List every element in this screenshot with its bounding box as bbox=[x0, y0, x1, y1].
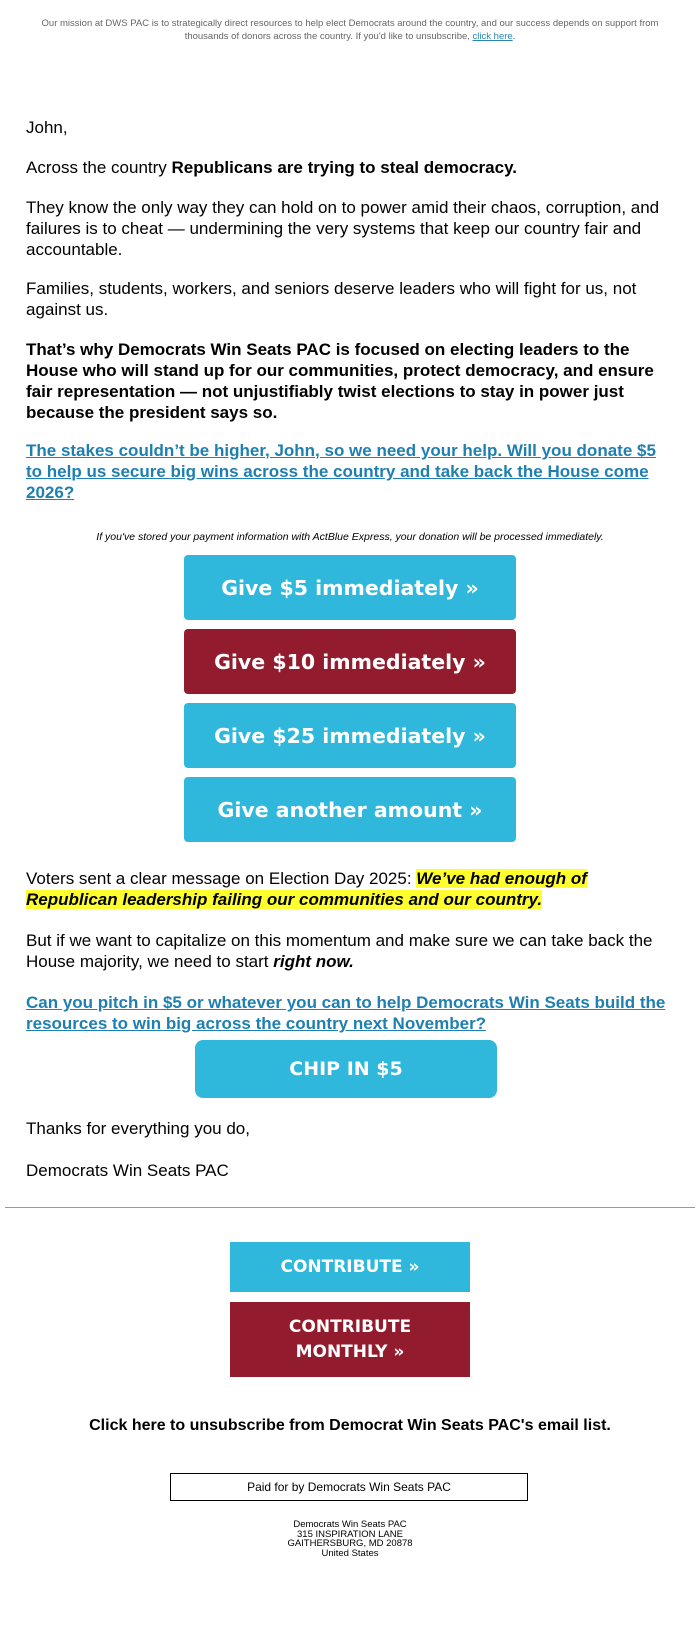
paragraph-3: Families, students, workers, and seniors deserve leaders who will fight for us, not against us. bbox=[26, 279, 637, 319]
signature: Democrats Win Seats PAC bbox=[26, 1161, 229, 1180]
preheader-end: . bbox=[512, 31, 516, 42]
paragraph-2: They know the only way they can hold on to power amid their chaos, corruption, and failures is to cheat — undermining the very systems that keep our country fair and accountable. bbox=[26, 198, 660, 259]
paid-for-box: Paid for by Democrats Win Seats PAC bbox=[170, 1473, 528, 1501]
donate-ask-1 bbox=[26, 440, 666, 503]
paragraph-5-intro: Voters sent a clear message on Election Day 2025: bbox=[26, 869, 417, 888]
unsubscribe-link[interactable]: Click here to unsubscribe from Democrat Win Seats PAC's email list. bbox=[89, 1417, 611, 1434]
contribute-monthly-line2: MONTHLY » bbox=[295, 1341, 405, 1362]
give-25-button[interactable]: Give $25 immediately » bbox=[184, 703, 516, 768]
paragraph-5-highlight: We’ve had enough of Republican leadership failing our communities and our country. bbox=[26, 869, 587, 909]
give-10-button[interactable]: Give $10 immediately » bbox=[184, 629, 516, 694]
greeting: John, bbox=[26, 118, 68, 137]
paragraph-1-bold: Republicans are trying to steal democracy. bbox=[171, 158, 517, 177]
chip-in-button[interactable]: CHIP IN $5 bbox=[195, 1040, 497, 1098]
preheader-text: Our mission at DWS PAC is to strategically direct resources to help elect Democrats around the country, and our success depends on support from thousands of donors across the country. If you'd like to unsubscribe, bbox=[41, 18, 659, 42]
preheader bbox=[40, 17, 660, 43]
paragraph-6-intro: But if we want to capitalize on this momentum and make sure we can take back the House majority, we need to start bbox=[26, 931, 653, 971]
donate-ask-2 bbox=[26, 992, 676, 1034]
paragraph-6 bbox=[26, 930, 666, 972]
sign-off: Thanks for everything you do, bbox=[26, 1119, 250, 1138]
paragraph-1 bbox=[26, 157, 676, 178]
address-line-4: United States bbox=[321, 1547, 379, 1559]
paragraph-4: That’s why Democrats Win Seats PAC is focused on electing leaders to the House who will stand up for our communities, protect democracy, and ensure fair representation — not unjustifiably twist elections to stay in power just because the president says so. bbox=[26, 340, 654, 422]
donate-ask-2-link[interactable]: Can you pitch in $5 or whatever you can to help Democrats Win Seats build the resources to win big across the country next November? bbox=[26, 993, 666, 1033]
donate-ask-1-link[interactable]: The stakes couldn’t be higher, John, so we need your help. Will you donate $5 to help us secure big wins across the country and take back the House come 2026? bbox=[26, 441, 656, 502]
address-block bbox=[0, 1520, 700, 1558]
paragraph-6-emphasis: right now. bbox=[273, 952, 354, 971]
preheader-unsubscribe-link[interactable]: click here bbox=[472, 31, 513, 42]
divider bbox=[5, 1207, 695, 1208]
address-line-2: 315 INSPIRATION LANE bbox=[297, 1528, 403, 1540]
contribute-monthly-button[interactable] bbox=[230, 1302, 470, 1377]
actblue-note: If you've stored your payment information with ActBlue Express, your donation will be processed immediately. bbox=[96, 531, 604, 543]
give-5-button[interactable]: Give $5 immediately » bbox=[184, 555, 516, 620]
address-line-1: Democrats Win Seats PAC bbox=[293, 1519, 407, 1530]
address-line-3: GAITHERSBURG, MD 20878 bbox=[287, 1538, 413, 1549]
give-another-amount-button[interactable]: Give another amount » bbox=[184, 777, 516, 842]
paragraph-1-intro: Across the country bbox=[26, 158, 172, 177]
contribute-monthly-line1: CONTRIBUTE bbox=[288, 1316, 412, 1337]
contribute-button[interactable]: CONTRIBUTE » bbox=[230, 1242, 470, 1292]
paragraph-5 bbox=[26, 868, 666, 910]
